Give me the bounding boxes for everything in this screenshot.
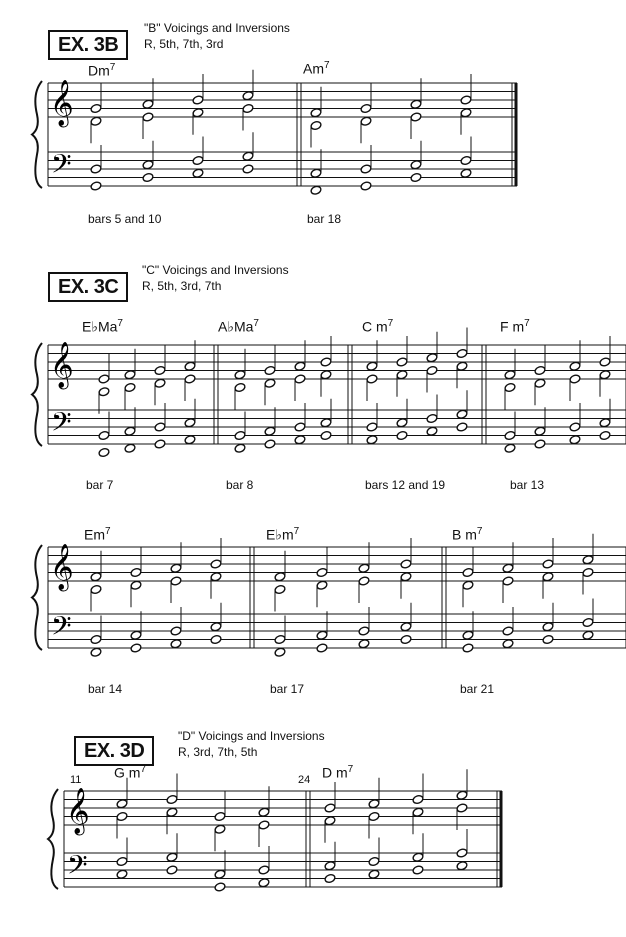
bar-label: bars 12 and 19 <box>365 478 446 492</box>
note-head <box>166 852 178 862</box>
note-head <box>368 811 380 821</box>
note-head <box>502 639 514 649</box>
note-head <box>396 357 408 367</box>
note-head <box>264 378 276 388</box>
note-head <box>214 811 226 821</box>
note-head <box>412 852 424 862</box>
note-head <box>599 430 611 440</box>
bar-label: bars 5 and 10 <box>88 212 162 226</box>
note-head <box>90 103 102 113</box>
note-head <box>90 647 102 657</box>
bass-clef-icon: 𝄢 <box>51 148 72 186</box>
measure-number: 24 <box>298 774 311 786</box>
note-head <box>170 563 182 573</box>
note-head <box>316 643 328 653</box>
note-head <box>456 361 468 371</box>
note-head <box>360 164 372 174</box>
note-head <box>569 361 581 371</box>
system-brace <box>32 545 42 650</box>
note-head <box>426 413 438 423</box>
chord-symbol: D $m^7$ <box>322 764 354 781</box>
note-head <box>569 422 581 432</box>
note-head <box>462 580 474 590</box>
note-head <box>400 559 412 569</box>
system-brace <box>48 789 58 889</box>
note-head <box>462 630 474 640</box>
chord-symbol: F $m^7$ <box>500 318 530 335</box>
note-head <box>426 353 438 363</box>
note-head <box>316 580 328 590</box>
bass-clef-icon: 𝄢 <box>51 610 72 648</box>
note-head <box>460 168 472 178</box>
bar-label: bar 21 <box>460 682 495 696</box>
note-head <box>210 572 222 582</box>
note-head <box>124 370 136 380</box>
note-head <box>98 387 110 397</box>
note-head <box>214 869 226 879</box>
bar-label: bar 18 <box>307 212 342 226</box>
note-head <box>310 108 322 118</box>
note-head <box>192 95 204 105</box>
note-head <box>192 108 204 118</box>
note-head <box>130 643 142 653</box>
treble-clef-icon: 𝄞 <box>66 788 90 834</box>
note-head <box>534 365 546 375</box>
note-head <box>460 108 472 118</box>
note-head <box>412 865 424 875</box>
note-head <box>130 580 142 590</box>
note-head <box>210 559 222 569</box>
note-head <box>170 576 182 586</box>
note-head <box>184 435 196 445</box>
note-head <box>456 861 468 871</box>
note-head <box>184 361 196 371</box>
note-head <box>258 807 270 817</box>
note-head <box>258 820 270 830</box>
note-head <box>324 816 336 826</box>
note-head <box>90 584 102 594</box>
treble-clef-icon: 𝄞 <box>50 80 74 126</box>
note-head <box>410 99 422 109</box>
note-head <box>274 634 286 644</box>
example-3d-voicing-order: R, 3rd, 7th, 5th <box>178 745 258 759</box>
note-head <box>234 430 246 440</box>
note-head <box>154 422 166 432</box>
chord-symbol: C $m^7$ <box>362 318 394 335</box>
note-head <box>462 567 474 577</box>
note-head <box>504 370 516 380</box>
note-head <box>124 443 136 453</box>
note-head <box>310 120 322 130</box>
example-3d-voicing-name: "D" Voicings and Inversions <box>178 729 325 743</box>
note-head <box>410 160 422 170</box>
example-3c-voicing-order: R, 5th, 3rd, 7th <box>142 279 222 293</box>
note-head <box>542 572 554 582</box>
note-head <box>130 567 142 577</box>
note-head <box>90 634 102 644</box>
note-head <box>166 807 178 817</box>
note-head <box>294 422 306 432</box>
note-head <box>396 370 408 380</box>
note-head <box>154 439 166 449</box>
note-head <box>456 422 468 432</box>
note-head <box>242 103 254 113</box>
note-head <box>599 357 611 367</box>
note-head <box>396 430 408 440</box>
note-head <box>192 155 204 165</box>
note-head <box>316 630 328 640</box>
note-head <box>504 382 516 392</box>
example-3b-voicing-order: R, 5th, 7th, 3rd <box>144 37 224 51</box>
bar-label: bar 13 <box>510 478 545 492</box>
note-head <box>242 91 254 101</box>
treble-clef-icon: 𝄞 <box>50 342 74 388</box>
note-head <box>320 370 332 380</box>
note-head <box>214 882 226 892</box>
note-head <box>90 164 102 174</box>
note-head <box>192 168 204 178</box>
note-head <box>294 361 306 371</box>
note-head <box>360 103 372 113</box>
system-brace <box>32 343 42 446</box>
note-head <box>599 370 611 380</box>
bar-label: bar 17 <box>270 682 305 696</box>
note-head <box>210 634 222 644</box>
note-head <box>366 422 378 432</box>
note-head <box>366 361 378 371</box>
note-head <box>264 439 276 449</box>
note-head <box>320 418 332 428</box>
chord-symbol: G $m^7$ <box>114 764 147 781</box>
note-head <box>116 869 128 879</box>
note-head <box>368 799 380 809</box>
note-head <box>502 563 514 573</box>
note-head <box>320 430 332 440</box>
note-head <box>214 824 226 834</box>
bar-label: bar 14 <box>88 682 123 696</box>
bar-label: bar 8 <box>226 478 254 492</box>
note-head <box>154 365 166 375</box>
note-head <box>294 374 306 384</box>
chord-symbol: B $m^7$ <box>452 526 483 543</box>
note-head <box>234 370 246 380</box>
note-head <box>410 112 422 122</box>
note-head <box>368 856 380 866</box>
note-head <box>368 869 380 879</box>
note-head <box>534 426 546 436</box>
note-head <box>242 151 254 161</box>
note-head <box>582 617 594 627</box>
note-head <box>310 185 322 195</box>
note-head <box>396 418 408 428</box>
note-head <box>98 430 110 440</box>
note-head <box>358 639 370 649</box>
note-head <box>456 803 468 813</box>
note-head <box>582 630 594 640</box>
note-head <box>142 172 154 182</box>
note-head <box>569 435 581 445</box>
note-head <box>324 861 336 871</box>
note-head <box>324 873 336 883</box>
note-head <box>502 576 514 586</box>
note-head <box>410 172 422 182</box>
note-head <box>142 99 154 109</box>
note-head <box>142 112 154 122</box>
note-head <box>504 430 516 440</box>
note-head <box>400 634 412 644</box>
note-head <box>542 622 554 632</box>
example-3b-voicing-name: "B" Voicings and Inversions <box>144 21 290 35</box>
note-head <box>400 572 412 582</box>
note-head <box>542 559 554 569</box>
note-head <box>569 374 581 384</box>
note-head <box>90 181 102 191</box>
note-head <box>456 790 468 800</box>
note-head <box>234 443 246 453</box>
note-head <box>310 168 322 178</box>
note-head <box>358 576 370 586</box>
note-head <box>426 426 438 436</box>
example-3c-title: EX. 3C <box>48 272 128 302</box>
note-head <box>274 584 286 594</box>
note-head <box>116 856 128 866</box>
note-head <box>294 435 306 445</box>
chord-symbol: Am$^7$ <box>303 60 330 77</box>
note-head <box>170 626 182 636</box>
system-brace <box>32 81 42 188</box>
note-head <box>274 647 286 657</box>
note-head <box>274 572 286 582</box>
note-head <box>98 374 110 384</box>
chord-symbol: $E♭m^7$ <box>266 526 300 543</box>
note-head <box>184 418 196 428</box>
note-head <box>116 799 128 809</box>
note-head <box>264 365 276 375</box>
note-head <box>90 572 102 582</box>
note-head <box>234 382 246 392</box>
note-head <box>360 181 372 191</box>
note-head <box>456 409 468 419</box>
note-head <box>166 865 178 875</box>
note-head <box>456 348 468 358</box>
chord-symbol: Dm$^7$ <box>88 62 116 79</box>
note-head <box>400 622 412 632</box>
note-head <box>98 447 110 457</box>
bass-clef-icon: 𝄢 <box>67 849 88 887</box>
note-head <box>210 622 222 632</box>
note-head <box>258 878 270 888</box>
note-head <box>534 439 546 449</box>
bar-label: bar 7 <box>86 478 114 492</box>
note-head <box>184 374 196 384</box>
note-head <box>599 418 611 428</box>
note-head <box>154 378 166 388</box>
note-head <box>366 374 378 384</box>
note-head <box>90 116 102 126</box>
example-3c-voicing-name: "C" Voicings and Inversions <box>142 263 289 277</box>
example-3b-title: EX. 3B <box>48 30 128 60</box>
note-head <box>142 160 154 170</box>
note-head <box>358 626 370 636</box>
note-head <box>320 357 332 367</box>
note-head <box>412 794 424 804</box>
note-head <box>582 555 594 565</box>
note-head <box>166 794 178 804</box>
note-head <box>130 630 142 640</box>
note-head <box>264 426 276 436</box>
measure-number: 11 <box>70 774 82 786</box>
note-head <box>582 567 594 577</box>
grand-staff-systems <box>32 70 626 892</box>
note-head <box>460 155 472 165</box>
note-head <box>462 643 474 653</box>
note-head <box>426 365 438 375</box>
chord-symbol: Em$^7$ <box>84 526 111 543</box>
bass-clef-icon: 𝄢 <box>51 406 72 444</box>
note-head <box>358 563 370 573</box>
note-head <box>116 811 128 821</box>
note-head <box>412 807 424 817</box>
chord-symbol: A♭Ma$^7$ <box>218 318 259 335</box>
note-head <box>460 95 472 105</box>
note-head <box>258 865 270 875</box>
note-head <box>324 803 336 813</box>
example-3d-title: EX. 3D <box>74 736 154 766</box>
note-head <box>366 435 378 445</box>
note-head <box>170 639 182 649</box>
note-head <box>360 116 372 126</box>
note-head <box>502 626 514 636</box>
note-head <box>542 634 554 644</box>
note-head <box>534 378 546 388</box>
note-head <box>316 567 328 577</box>
note-head <box>124 426 136 436</box>
note-head <box>456 848 468 858</box>
note-head <box>242 164 254 174</box>
chord-symbol: E♭Ma$^7$ <box>82 318 123 335</box>
note-head <box>124 382 136 392</box>
note-head <box>504 443 516 453</box>
treble-clef-icon: 𝄞 <box>50 544 74 590</box>
